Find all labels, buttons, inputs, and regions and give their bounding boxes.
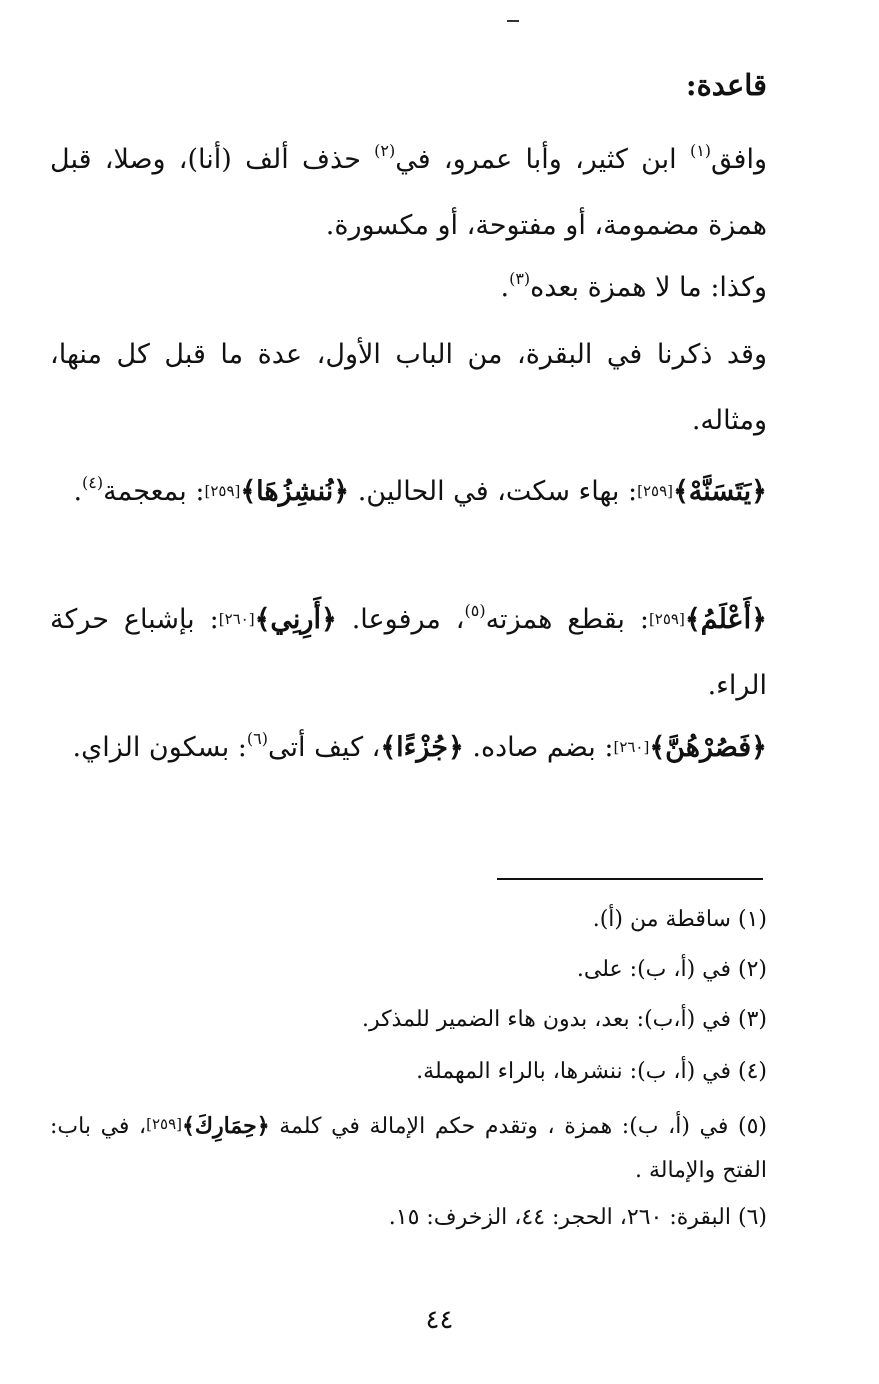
paragraph-1	[50, 118, 767, 259]
header-mark	[507, 20, 519, 22]
fn5-text-a: (٥) في (أ، ب): همزة ، وتقدم حكم الإمالة في كلمة	[269, 1114, 768, 1139]
verse-ref: [٢٦٠]	[613, 738, 650, 756]
p1-text-b: ابن كثير، وأبا عمرو، في	[395, 144, 690, 175]
p2-text-a: وكذا: ما لا همزة بعده	[530, 272, 767, 303]
p5-text-a: : بقطع همزته	[485, 604, 649, 635]
footnote-divider	[497, 878, 763, 880]
p3-text: وقد ذكرنا في البقرة، من الباب الأول، عدة ما قبل كل منها، ومثاله.	[50, 339, 767, 436]
verse-ref: [٢٥٩]	[146, 1115, 183, 1133]
footnote-6: (٦) البقرة: ٢٦٠، الحجر: ٤٤، الزخرف: ١٥.	[388, 1205, 767, 1230]
p5-text-b: ، مرفوعا.	[336, 604, 465, 635]
paragraph-6	[50, 706, 767, 781]
paragraph-4	[50, 450, 767, 525]
footnote-1: (١) ساقطة من (أ).	[592, 907, 767, 932]
footnote-5	[50, 1102, 767, 1193]
p4-text-b: : بمعجمة	[103, 476, 205, 507]
verse-ref: [٢٥٩]	[648, 610, 685, 628]
p4-text-a: : بهاء سكت، في الحالين.	[349, 476, 638, 507]
footnote-ref-6: (٦)	[246, 729, 268, 748]
quran-word-arini: ﴿أَرِنِي﴾	[254, 604, 337, 635]
p6-text-c: : بسكون الزاي.	[72, 732, 247, 763]
p4-text-c: .	[73, 476, 83, 507]
p1-text-c: حذف ألف (أنا)، وصلا، قبل همزة مضمومة، أو مفتوحة، أو مكسورة.	[50, 144, 767, 241]
quran-word-himarika: ﴿حِمَارِكَ﴾	[182, 1113, 270, 1139]
footnote-ref-4: (٤)	[82, 473, 104, 492]
p5-text-c: : بإشباع حركة الراء.	[50, 604, 767, 701]
footnote-3: (٣) في (أ،ب): بعد، بدون هاء الضمير للمذكر.	[361, 1007, 767, 1032]
quran-word-alam: ﴿أَعْلَمُ﴾	[684, 604, 767, 635]
page-number: ٤٤	[425, 1305, 454, 1335]
p1-text-a: وافق	[711, 144, 767, 175]
verse-ref: [٢٥٩]	[204, 482, 241, 500]
footnote-ref-1: (١)	[689, 141, 712, 160]
paragraph-5	[50, 578, 767, 719]
footnote-ref-5: (٥)	[464, 601, 486, 620]
footnote-2: (٢) في (أ، ب): على.	[576, 957, 767, 982]
quran-word-nunshizuha: ﴿نُنشِزُهَا﴾	[240, 476, 350, 507]
verse-ref: [٢٥٩]	[637, 482, 673, 500]
quran-word-juzan: ﴿جُزْءًا﴾	[380, 732, 464, 763]
section-heading: قاعدة:	[685, 68, 767, 102]
paragraph-2	[50, 246, 767, 321]
p2-text-b: .	[500, 272, 510, 303]
footnote-4: (٤) في (أ، ب): ننشرها، بالراء المهملة.	[416, 1059, 767, 1084]
p6-text-a: : بضم صاده.	[463, 732, 614, 763]
fn5-text-b: ، في باب: الفتح والإمالة .	[50, 1114, 767, 1183]
footnote-ref-3: (٣)	[509, 269, 531, 288]
footnote-ref-2: (٢)	[374, 141, 396, 160]
verse-ref: [٢٦٠]	[218, 610, 255, 628]
quran-word-fasurhunna: ﴿فَصُرْهُنَّ﴾	[649, 732, 767, 763]
p6-text-b: ، كيف أتى	[268, 732, 381, 763]
paragraph-3	[50, 322, 767, 454]
quran-word-yatasannah: ﴿يَتَسَنَّهْ﴾	[672, 476, 767, 507]
